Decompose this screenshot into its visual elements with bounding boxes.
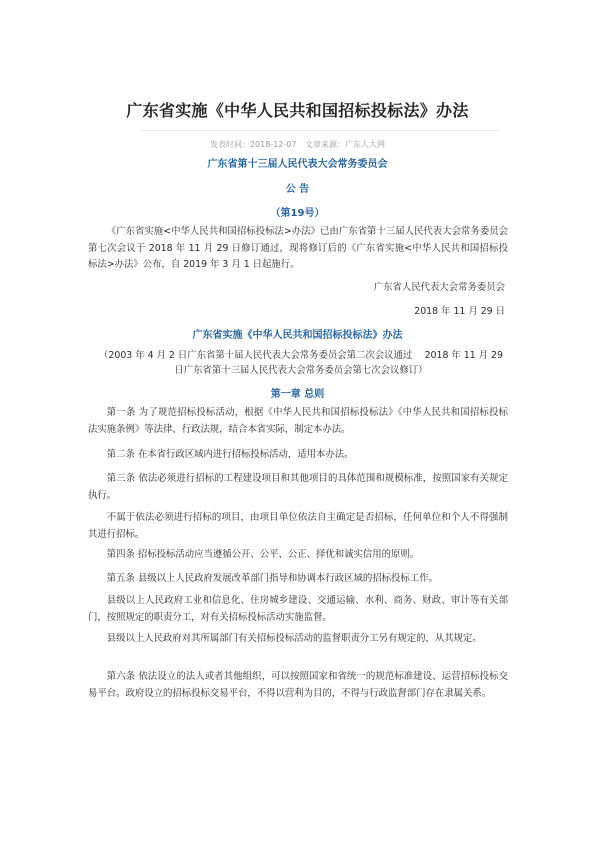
article-meta <box>0 139 595 150</box>
article-1: 第一条 为了规范招标投标活动，根据《中华人民共和国招标投标法》《中华人民共和国招标投标法实施条例》等法律、行政法规，结合本省实际，制定本办法。 <box>88 407 508 435</box>
article-2: 第二条 在本省行政区域内进行招标投标活动，适用本办法。 <box>106 449 354 460</box>
announcement-number: （第19号） <box>270 208 325 219</box>
article-5-paragraph-2: 县级以上人民政府工业和信息化、住房城乡建设、交通运输、水利、商务、财政、审计等有关部门，按照规定的职责分工，对有关招标投标活动实施监督。 <box>88 595 508 623</box>
sign-date: 2018 年 11 月 29 日 <box>414 306 505 317</box>
article-4: 第四条 招标投标活动应当遵循公开、公平、公正、择优和诚实信用的原则。 <box>106 549 420 560</box>
signature: 广东省人民代表大会常务委员会 <box>373 282 505 293</box>
title-divider <box>142 130 498 131</box>
article-5-paragraph-3: 县级以上人民政府对其所属部门有关招标投标活动的监督职责分工另有规定的，从其规定。 <box>106 633 482 644</box>
chapter-heading: 第一章 总则 <box>270 389 325 400</box>
article-5: 第五条 县级以上人民政府发展改革部门指导和协调本行政区域的招标投标工作。 <box>106 573 438 584</box>
issuer-heading: 广东省第十三届人民代表大会常务委员会 <box>207 159 388 170</box>
article-source: 文章来源：广东人大网 <box>305 140 386 149</box>
announcement-heading: 公 告 <box>285 184 310 195</box>
article-3: 第三条 依法必须进行招标的工程建设项目和其他项目的具体范围和规模标准，按照国家有关规定执行。 <box>88 473 508 501</box>
article-6: 第六条 依法设立的法人或者其他组织，可以按照国家和省统一的规范标准建设、运营招标投标交易平台。政府设立的招标投标交易平台，不得以营利为目的，不得与行政监督部门存在隶属关系。 <box>88 671 508 699</box>
article-title: 广东省实施《中华人民共和国招标投标法》办法 <box>126 101 469 120</box>
law-title: 广东省实施《中华人民共和国招标投标法》办法 <box>192 330 403 341</box>
intro-paragraph: 《广东省实施<中华人民共和国招标投标法>办法》已由广东省第十三届人民代表大会常务委员会第七次会议于 2018 年 11 月 29 日修订通过，现将修订后的《广东省实施<中华人民共和国招标投标法>办法》公布，自 2019 年 3 月 1 日起施行。 <box>88 226 508 270</box>
publish-date: 发表时间：2018-12-07 <box>209 140 297 149</box>
article-3-paragraph-2: 不属于依法必须进行招标的项目，由项目单位依法自主确定是否招标，任何单位和个人不得强制其进行招标。 <box>88 512 508 540</box>
law-adoption-note: （2003 年 4 月 2 日广东省第十届人民代表大会常务委员会第二次会议通过 2018 年 11 月 29 日广东省第十三届人民代表大会常务委员会第七次会议修订） <box>99 350 503 376</box>
